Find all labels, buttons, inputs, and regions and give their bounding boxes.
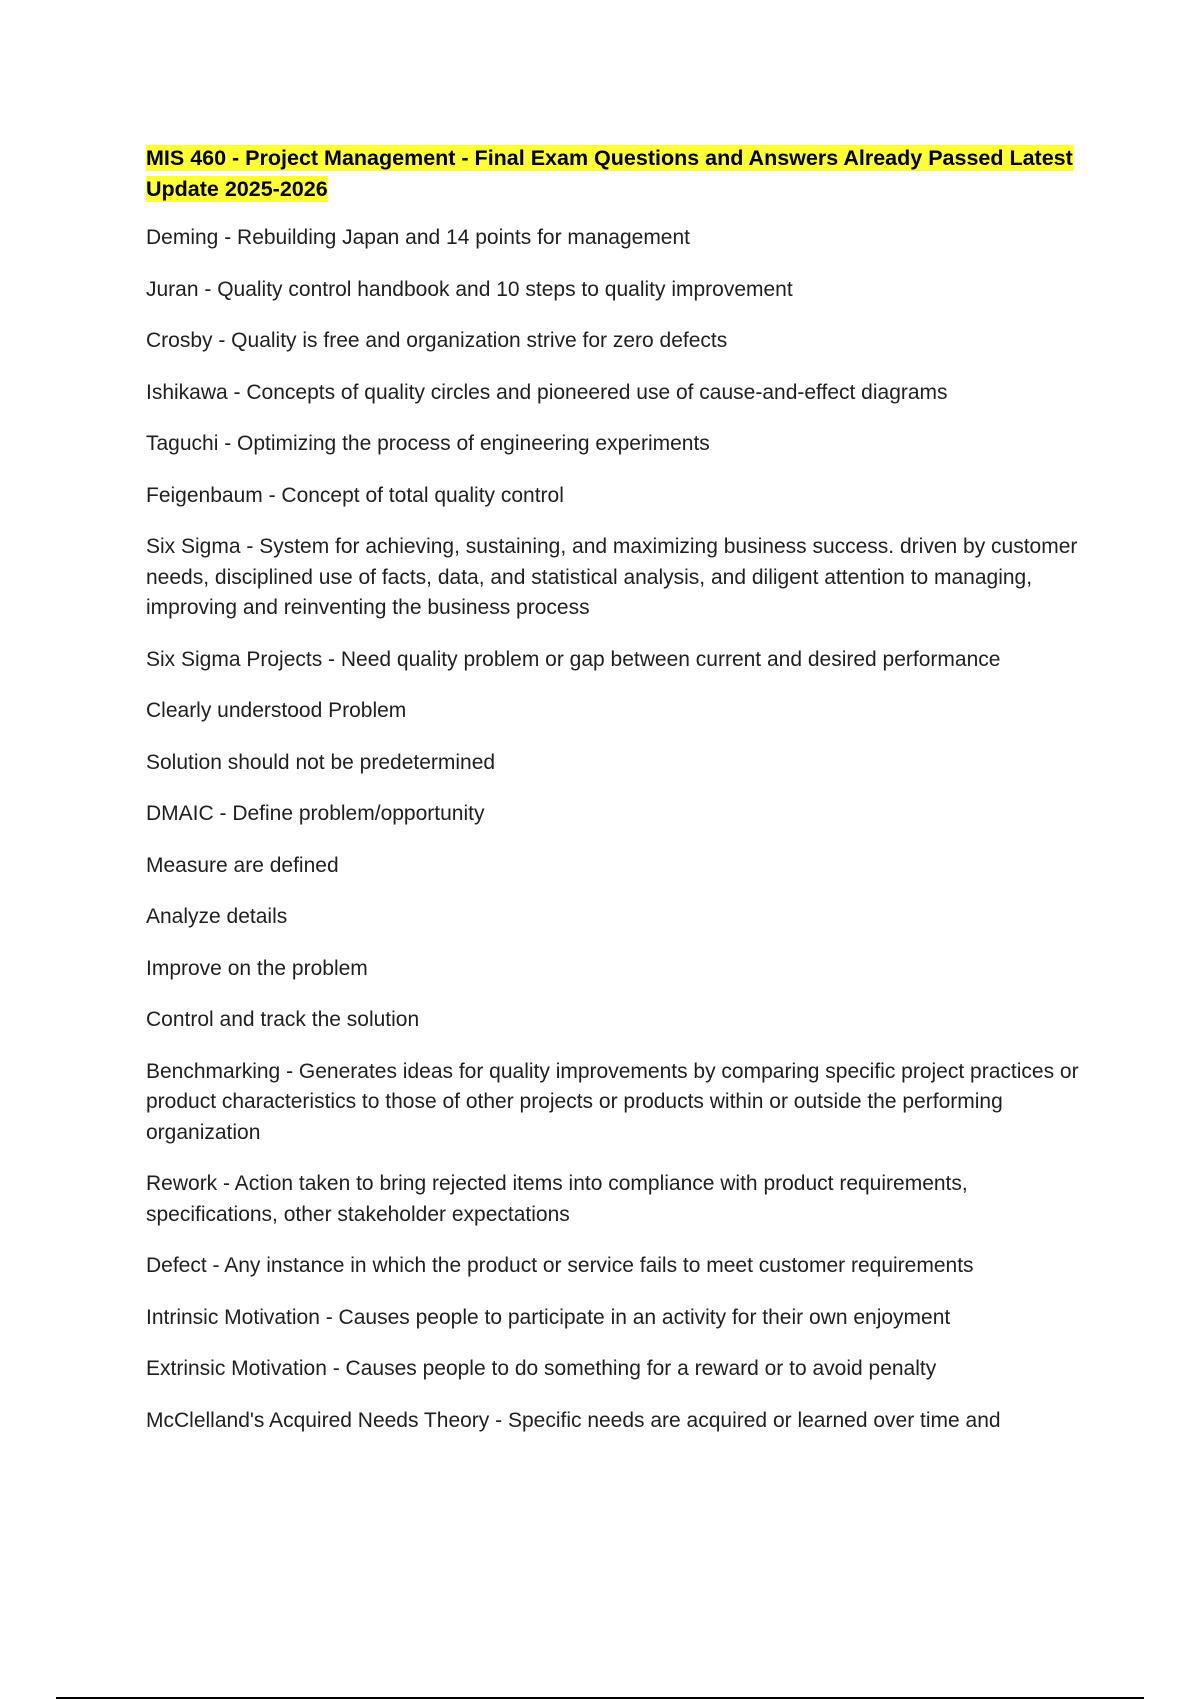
entry-analyze: Analyze details [146, 905, 288, 928]
page-bottom-rule [56, 1697, 1144, 1699]
entry-ishikawa: Ishikawa - Concepts of quality circles and pioneered use of cause-and-effect diagrams [146, 380, 948, 404]
entry-feigenbaum: Feigenbaum - Concept of total quality control [146, 483, 564, 507]
entry-defect: Defect - Any instance in which the product or service fails to meet customer requirements [146, 1254, 974, 1277]
entry-measure: Measure are defined [146, 853, 339, 877]
entry-six-sigma: Six Sigma - System for achieving, sustaining, and maximizing business success. driven by customer needs, disciplined use of facts, data, and statistical analysis, and diligent attention to managing, improving and reinventing the business process [146, 535, 1078, 619]
entry-rework: Rework - Action taken to bring rejected items into compliance with product requirements, specifications, other stakeholder expectations [146, 1172, 968, 1226]
entry-improve: Improve on the problem [146, 956, 368, 980]
entry-taguchi: Taguchi - Optimizing the process of engineering experiments [146, 432, 710, 455]
title-highlight: MIS 460 - Project Management - Final Exam Questions and Answers Already Passed Latest Update 2025-2026 [146, 146, 1073, 201]
entry-clearly-understood-problem: Clearly understood Problem [146, 699, 407, 722]
entry-dmaic: DMAIC - Define problem/opportunity [146, 802, 485, 825]
entry-extrinsic-motivation: Extrinsic Motivation - Causes people to do something for a reward or to avoid penalty [146, 1357, 937, 1380]
entry-six-sigma-projects: Six Sigma Projects - Need quality problem or gap between current and desired performance [146, 647, 1001, 671]
entry-crosby: Crosby - Quality is free and organization strive for zero defects [146, 329, 728, 352]
entry-intrinsic-motivation: Intrinsic Motivation - Causes people to participate in an activity for their own enjoyment [146, 1305, 951, 1329]
entry-juran: Juran - Quality control handbook and 10 steps to quality improvement [146, 277, 793, 301]
document-title [146, 143, 1086, 205]
document-body [146, 143, 1086, 1457]
entry-solution-not-predetermined: Solution should not be predetermined [146, 750, 496, 774]
entry-benchmarking: Benchmarking - Generates ideas for quality improvements by comparing specific project practices or product characteristics to those of other projects or products within or outside the performing organization [146, 1059, 1079, 1144]
entry-mcclelland: McClelland's Acquired Needs Theory - Specific needs are acquired or learned over time and [146, 1408, 1001, 1432]
entry-deming: Deming - Rebuilding Japan and 14 points for management [146, 226, 691, 249]
entry-control: Control and track the solution [146, 1008, 420, 1031]
